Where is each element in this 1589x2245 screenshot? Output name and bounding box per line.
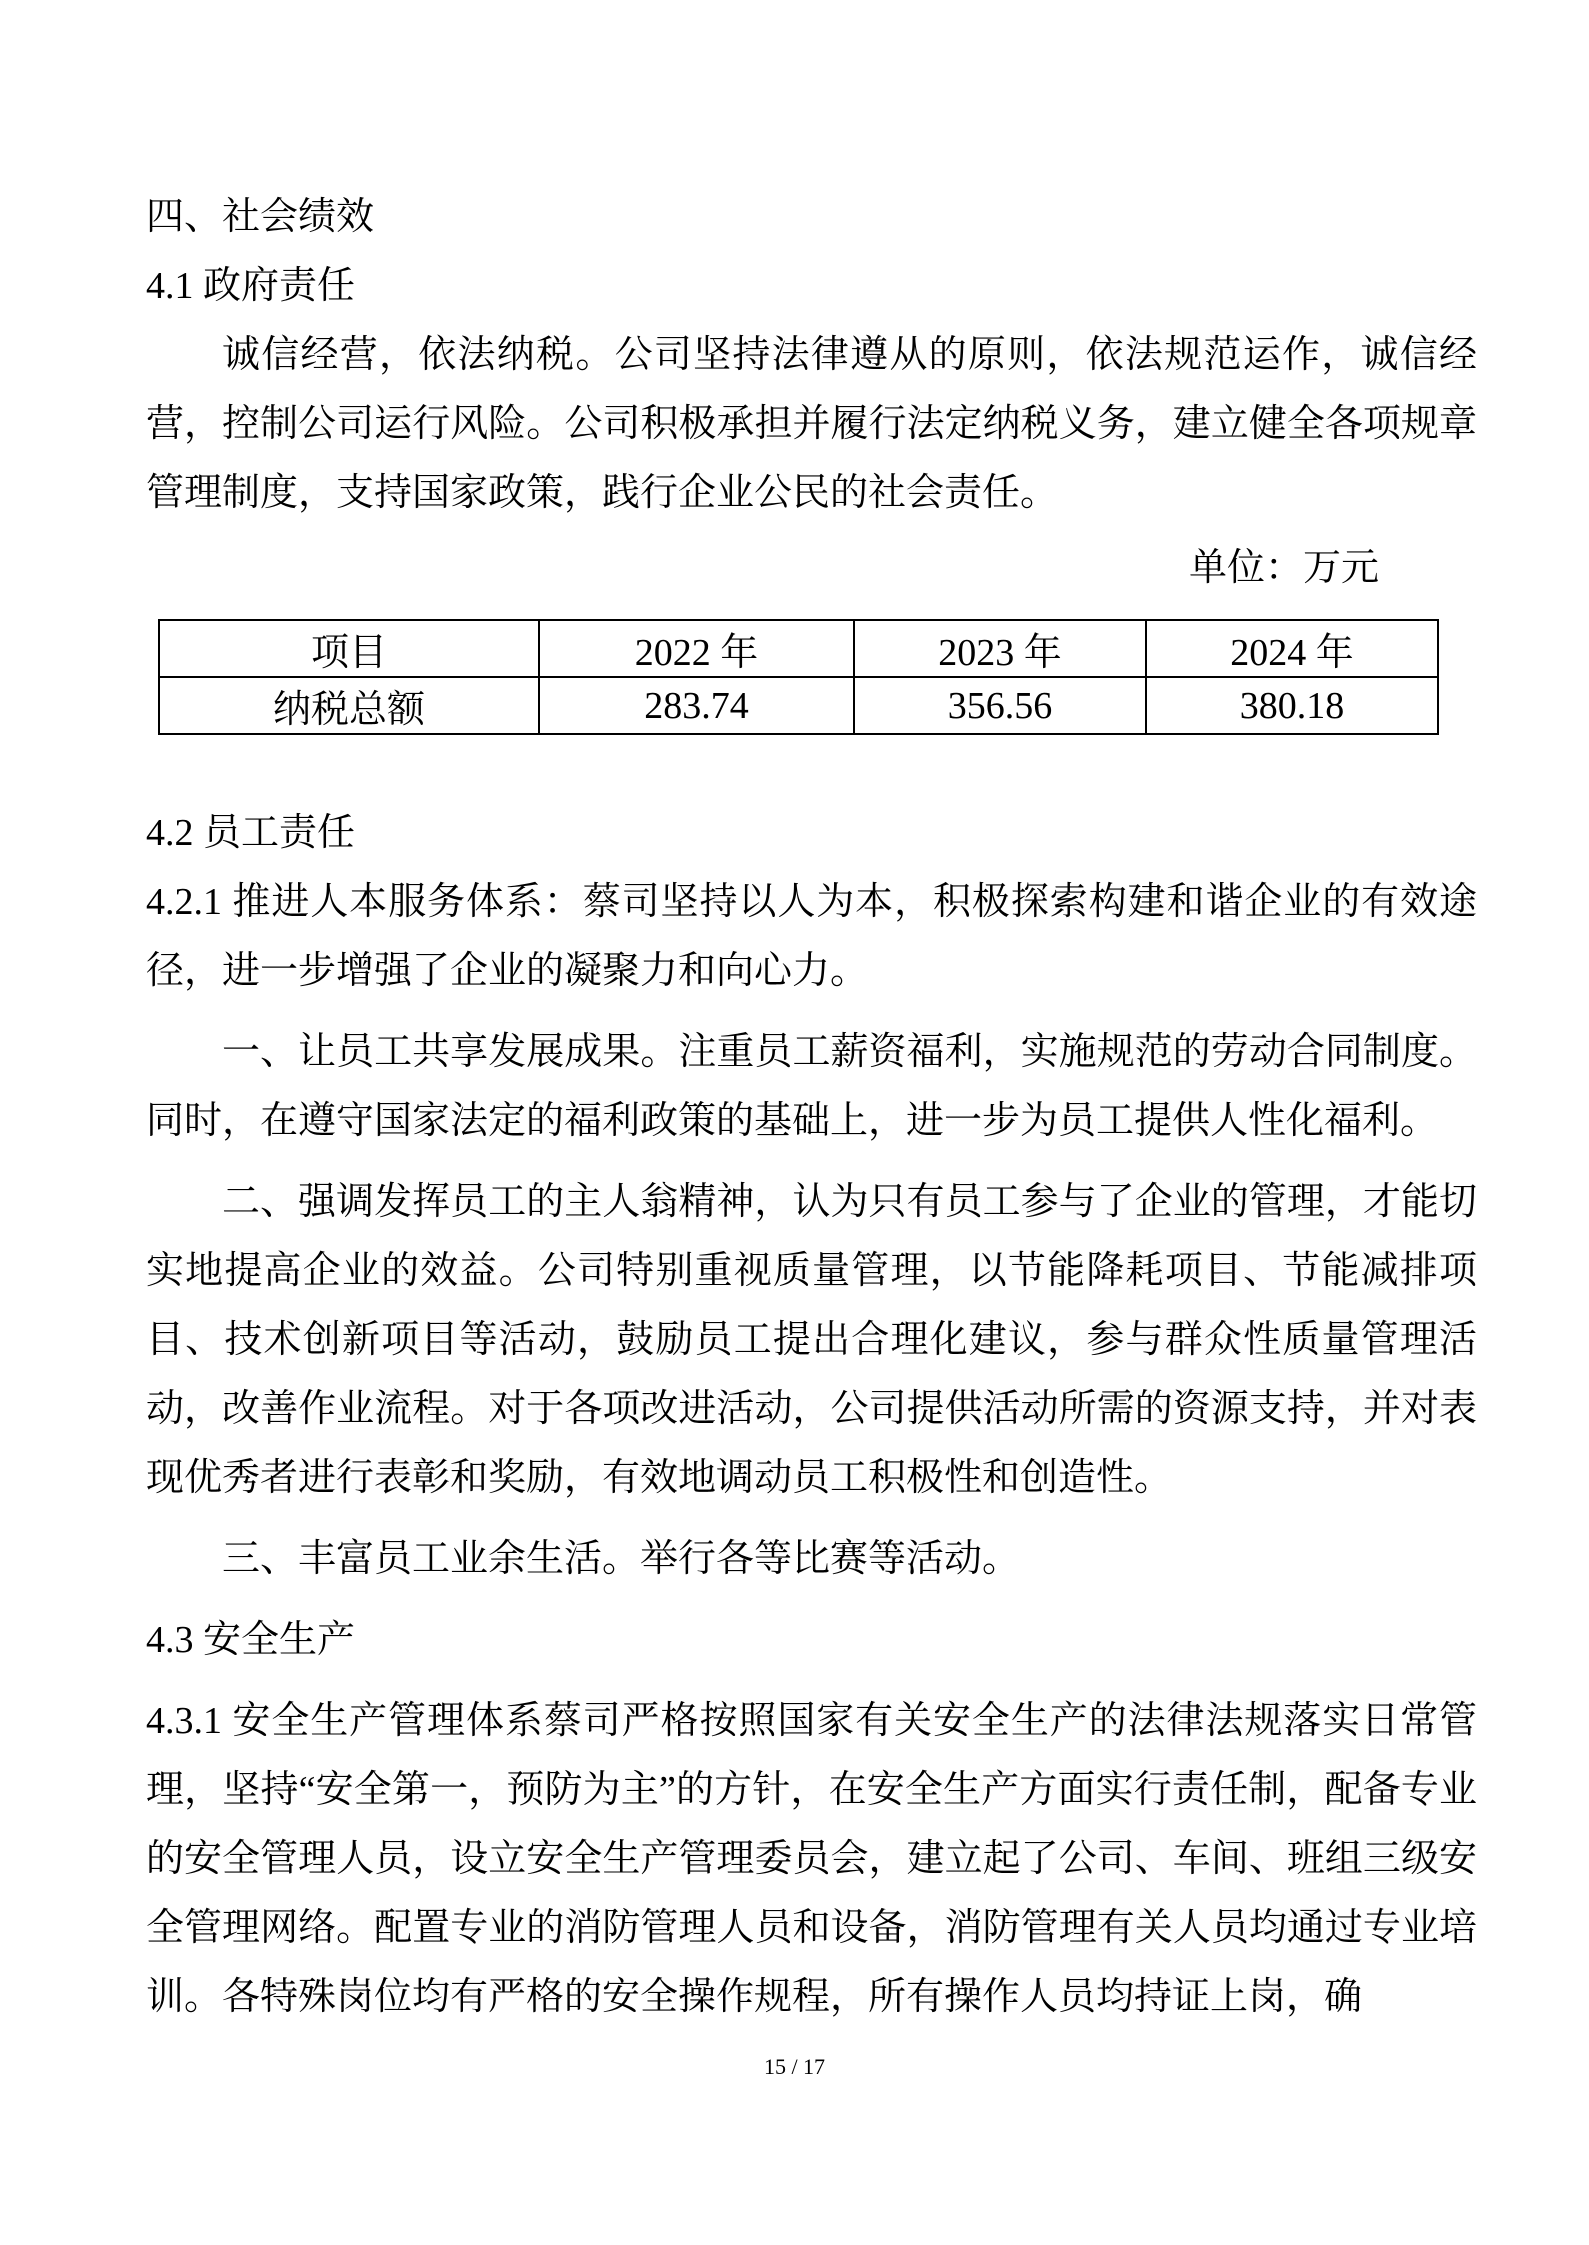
tax-table-header-item: 项目: [159, 620, 539, 677]
paragraph-employee-life: 三、丰富员工业余生活。举行各等比赛等活动。: [222, 1538, 1021, 1580]
tax-table: [158, 619, 1439, 735]
section-heading: 四、社会绩效: [146, 196, 375, 238]
subsection-heading-4-3: 4.3 安全生产: [146, 1619, 356, 1661]
page-number: 15 / 17: [763, 2054, 826, 2079]
tax-table-cell-2023: 356.56: [854, 677, 1146, 734]
tax-table-header-2023: 2023 年: [854, 620, 1146, 677]
tax-table-header-row: [159, 620, 1438, 677]
paragraph-employee-benefits: 一、让员工共享发展成果。注重员工薪资福利，实施规范的劳动合同制度。同时，在遵守国家法定的福利政策的基础上，进一步为员工提供人性化福利。: [146, 1031, 1477, 1142]
tax-table-header-2024: 2024 年: [1146, 620, 1438, 677]
paragraph-employee-ownership: 二、强调发挥员工的主人翁精神，认为只有员工参与了企业的管理，才能切实地提高企业的效益。公司特别重视质量管理，以节能降耗项目、节能减排项目、技术创新项目等活动，鼓励员工提出合理化建议，参与群众性质量管理活动，改善作业流程。对于各项改进活动，公司提供活动所需的资源支持，并对表现优秀者进行表彰和奖励，有效地调动员工积极性和创造性。: [146, 1181, 1477, 1499]
document-page: [146, 183, 1477, 2032]
subsection-heading-4-1: 4.1 政府责任: [146, 265, 356, 307]
table-unit-label: 单位：万元: [1188, 547, 1379, 589]
paragraph-4-2-1: 4.2.1 推进人本服务体系：蔡司坚持以人为本，积极探索构建和谐企业的有效途径，进一步增强了企业的凝聚力和向心力。: [146, 881, 1477, 992]
paragraph-4-3-1: 4.3.1 安全生产管理体系蔡司严格按照国家有关安全生产的法律法规落实日常管理，坚持“安全第一，预防为主”的方针，在安全生产方面实行责任制，配备专业的安全管理人员，设立安全生产管理委员会，建立起了公司、车间、班组三级安全管理网络。配置专业的消防管理人员和设备，消防管理有关人员均通过专业培训。各特殊岗位均有严格的安全操作规程，所有操作人员均持证上岗，确: [146, 1700, 1477, 2018]
tax-table-cell-2024: 380.18: [1146, 677, 1438, 734]
tax-table-header-2022: 2022 年: [539, 620, 854, 677]
tax-table-data-row: [159, 677, 1438, 734]
subsection-heading-4-2: 4.2 员工责任: [146, 812, 356, 854]
tax-table-cell-label: 纳税总额: [159, 677, 539, 734]
tax-table-cell-2022: 283.74: [539, 677, 854, 734]
paragraph-government-responsibility: 诚信经营，依法纳税。公司坚持法律遵从的原则，依法规范运作，诚信经营，控制公司运行风险。公司积极承担并履行法定纳税义务，建立健全各项规章管理制度，支持国家政策，践行企业公民的社会责任。: [146, 334, 1477, 514]
